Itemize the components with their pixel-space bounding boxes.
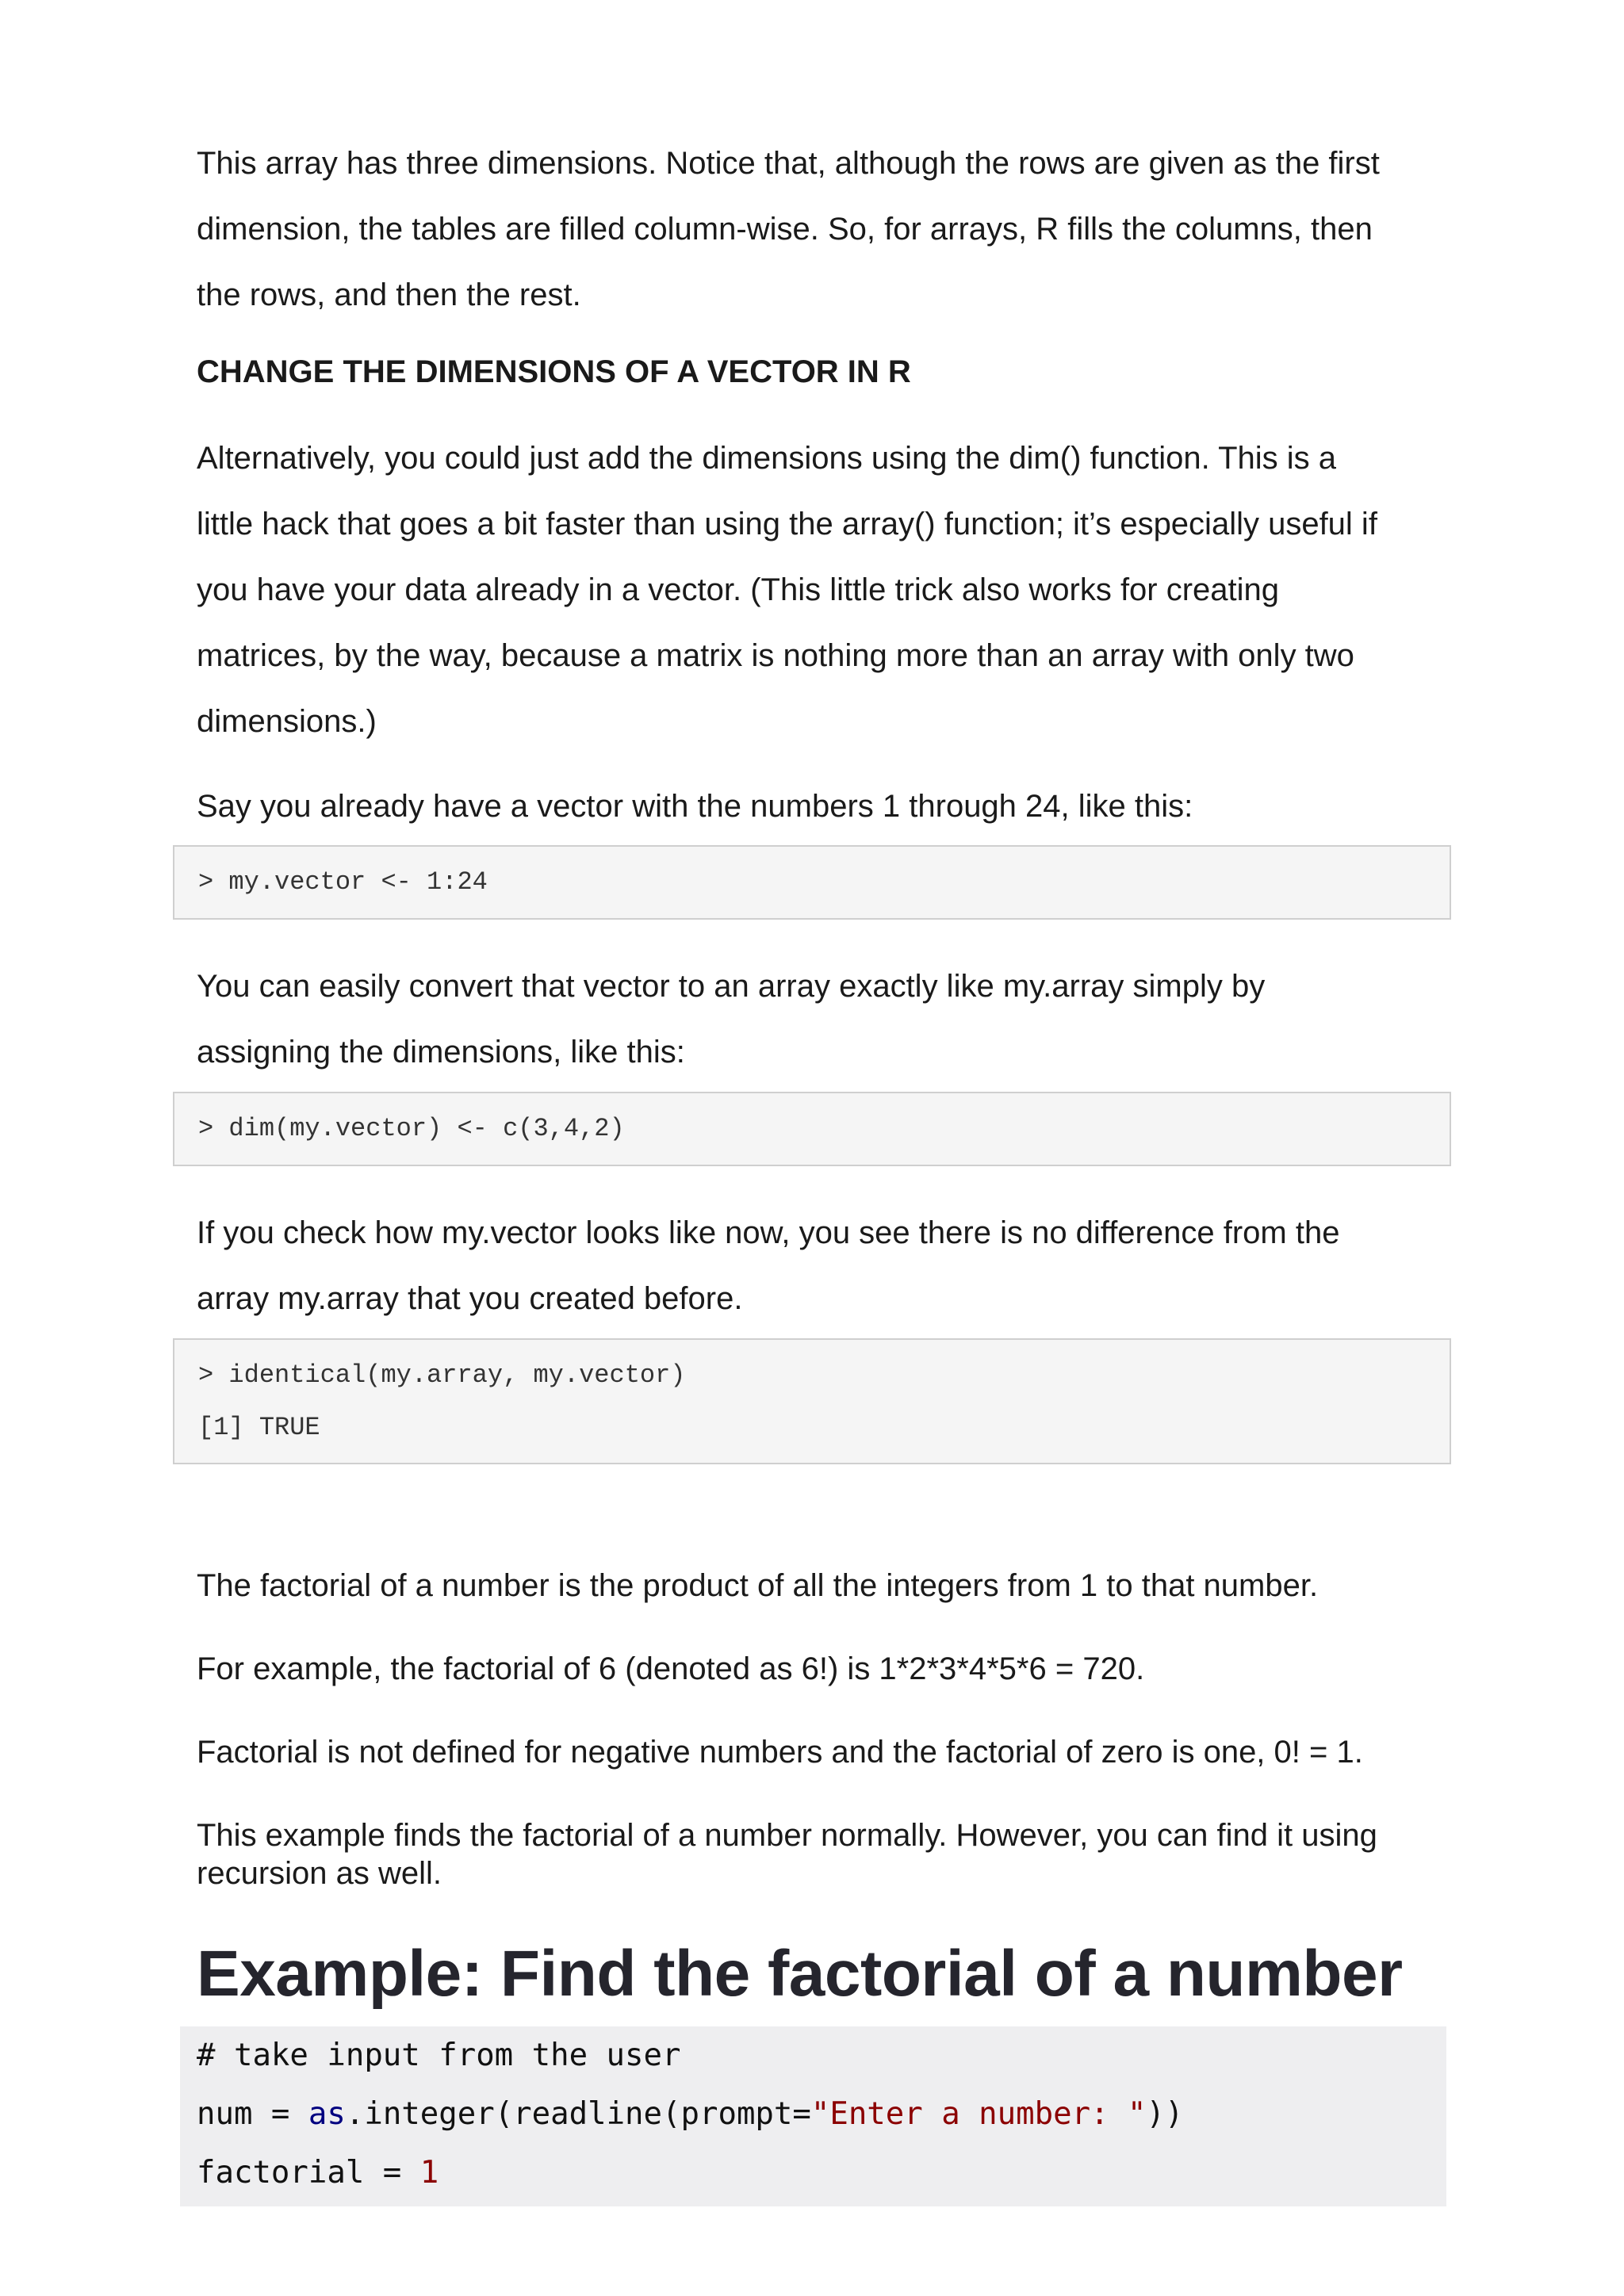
code-block-example [180,2026,1446,2206]
example-title: Example: Find the factorial of a number [197,1938,1403,2010]
code-keyword: as [308,2096,346,2132]
code-line [197,2096,1183,2132]
code-output-line: [1] TRUE [198,1413,320,1442]
text-line: Alternatively, you could just add the dimensions using the dim() function. This is a [197,441,1337,476]
convert-paragraph [197,954,1434,1085]
check-paragraph [197,1200,1434,1332]
intro-paragraph [197,131,1434,328]
text-line: little hack that goes a bit faster than using the array() function; it’s especially useful if [197,507,1377,541]
code-line [197,2155,439,2191]
text-line: you have your data already in a vector. (This little trick also works for creating [197,572,1280,607]
code-text: )) [1146,2096,1184,2132]
text-line: the rows, and then the rest. [197,277,581,312]
code-block-vector [173,845,1451,920]
text-line: recursion as well. [197,1856,442,1891]
text-line: array my.array that you created before. [197,1281,743,1316]
text-line: If you check how my.vector looks like now, you see there is no difference from the [197,1215,1340,1250]
section-heading: CHANGE THE DIMENSIONS OF A VECTOR IN R [197,354,911,389]
factorial-definition: The factorial of a number is the product of all the integers from 1 to that number. [197,1568,1319,1603]
factorial-negative: Factorial is not defined for negative numbers and the factorial of zero is one, 0! = 1. [197,1735,1363,1770]
code-text: .integer(readline(prompt= [345,2096,811,2132]
text-line: This array has three dimensions. Notice that, although the rows are given as the first [197,146,1380,181]
factorial-example: For example, the factorial of 6 (denoted as 6!) is 1*2*3*4*5*6 = 720. [197,1651,1145,1686]
code-line: > my.vector <- 1:24 [198,867,488,897]
text-line: You can easily convert that vector to an array exactly like my.array simply by [197,969,1266,1004]
code-block-identical [173,1338,1451,1464]
code-string: "Enter a number: " [810,2096,1147,2132]
text-line: This example finds the factorial of a number normally. However, you can find it using [197,1818,1377,1853]
text-line: dimensions.) [197,704,377,739]
vector-intro: Say you already have a vector with the numbers 1 through 24, like this: [197,789,1193,824]
code-number: 1 [419,2155,439,2191]
factorial-recursion [197,1816,1434,1892]
dim-paragraph [197,426,1434,755]
code-comment: # take input from the user [197,2038,681,2073]
code-text: factorial = [197,2155,420,2191]
text-line: dimension, the tables are filled column-wise. So, for arrays, R fills the columns, then [197,212,1373,247]
code-block-dim [173,1092,1451,1166]
text-line: assigning the dimensions, like this: [197,1035,685,1070]
text-line: matrices, by the way, because a matrix is nothing more than an array with only two [197,638,1354,673]
code-line: > dim(my.vector) <- c(3,4,2) [198,1114,625,1143]
code-text: num = [197,2096,308,2132]
code-line: > identical(my.array, my.vector) [198,1360,686,1390]
